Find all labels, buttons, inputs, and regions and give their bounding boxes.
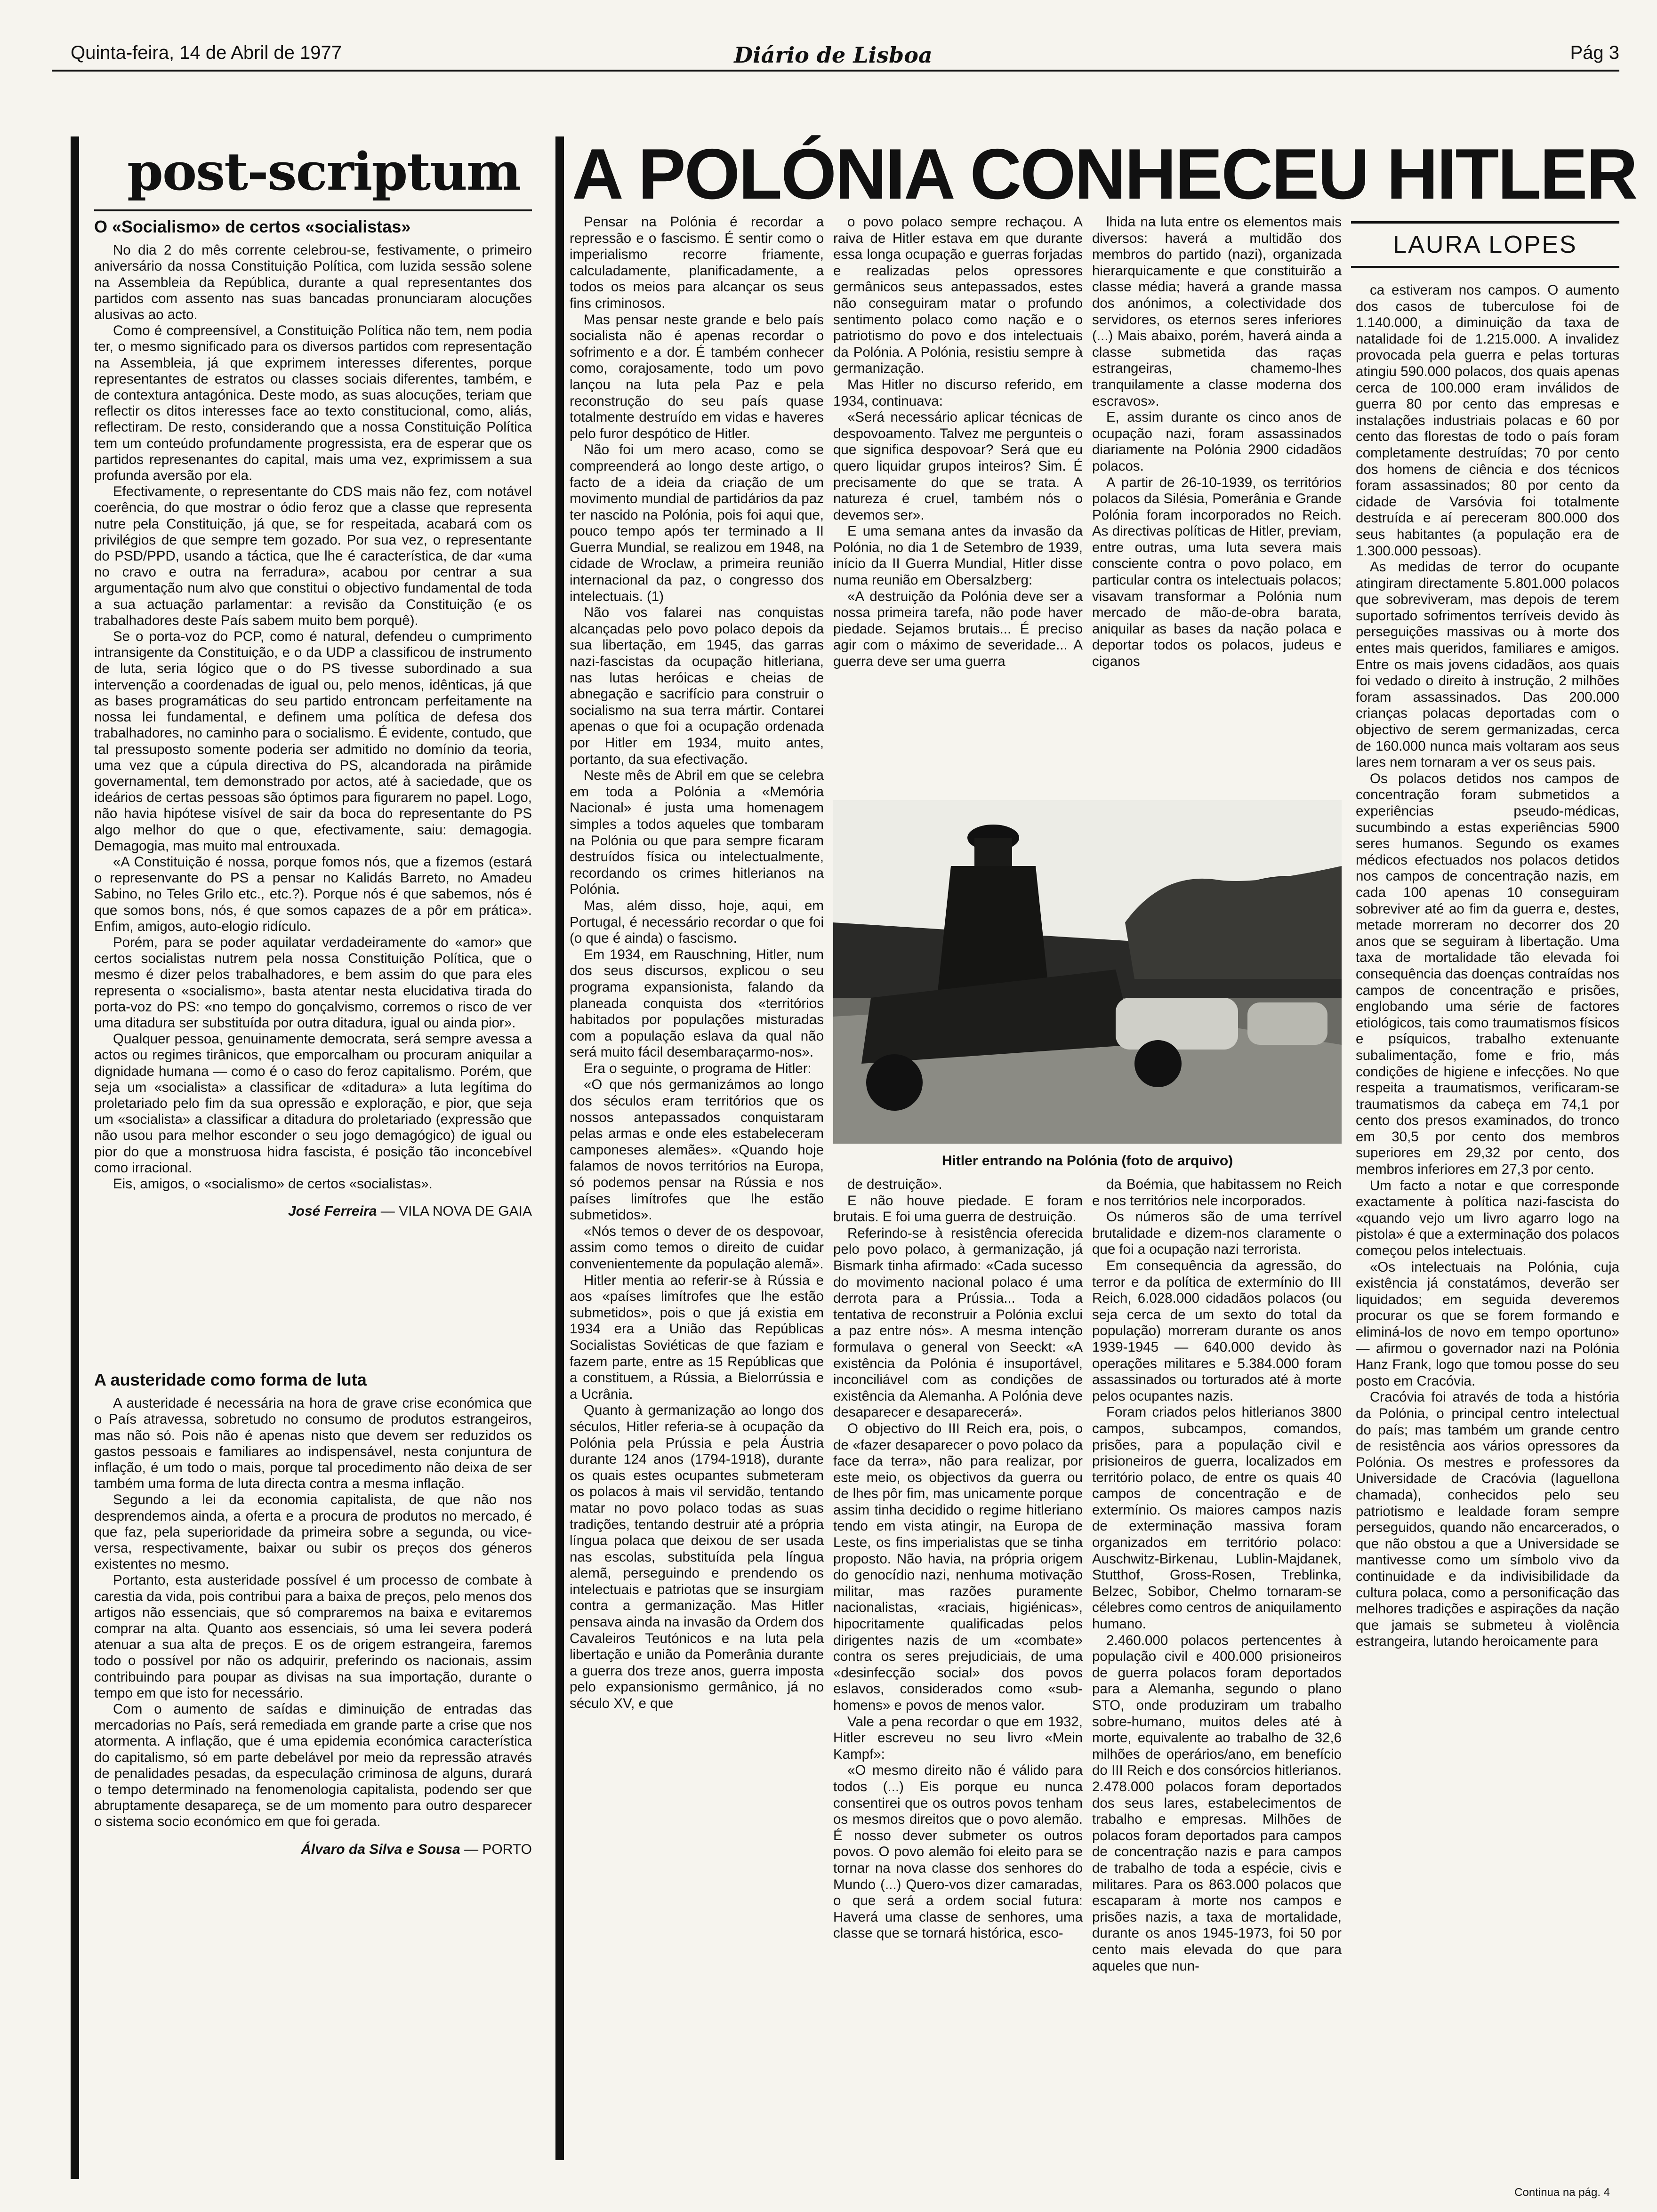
paragraph: A partir de 26-10-1939, os territórios polacos da Silésia, Pomerânia e Grande Polónia foram incorporados no Reich. As directivas políticas de Hitler, previam, entre outras, uma luta severa mais consciente contra o povo polaco, em particular contra os intelectuais polacos; visavam transformar a Polónia num mercado de mão-de-obra barata, aniquilar as bases da nação polaca e deportar todos os polacos, judeus e ciganos — [1092, 474, 1342, 670]
letter-socialismo — [94, 219, 532, 1219]
article-column-2-top — [833, 214, 1083, 670]
paragraph: Em consequência da agressão, do terror e da política de extermínio do III Reich, 6.028.000 cidadãos polacos (ou seja cerca de um sexto do total da população) morreram durante os anos 1939-1945 — 640.000 devido às operações militares e 5.384.000 foram assassinados ou torturados até à morte pelos ocupantes nazis. — [1092, 1258, 1342, 1404]
paragraph: Mas Hitler no discurso referido, em 1934, continuava: — [833, 377, 1083, 409]
paragraph: Não vos falarei nas conquistas alcançadas pelo povo polaco depois da sua libertação, em 1945, das garras nazi-fascistas da ocupação hitleriana, nas lutas heróicas e cheias de abnegação e sacrifício para construir o socialismo na sua terra mártir. Contarei apenas o que foi a ocupação ordenada por Hitler em 1934, muito antes, portanto, da sua efectivação. — [570, 605, 824, 767]
paragraph: Quanto à germanização ao longo dos séculos, Hitler referia-se à ocupação da Polónia pela Prússia e pela Áustria durante 124 anos (1794-1918), durante os quais estes ocupantes submeteram os polacos à mais vil servidão, tentando matar no povo polaco todas as suas tradições, tentando destruir até a própria língua polaca que deixou de ser usada nas escolas, substituída pela língua alemã, perseguindo e prendendo os intelectuais e patriotas que se insurgiam contra a germanização. Mas Hitler pensava ainda na invasão da Ordem dos Cavaleiros Teutónicos e na luta pela libertação e união da Pomerânia durante a guerra dos treze anos, guerra imposta pelo expansionismo germânico, já no século XV, e que — [570, 1403, 824, 1712]
archive-photo — [833, 800, 1342, 1144]
paragraph: 2.460.000 polacos pertencentes à população civil e 400.000 prisioneiros de guerra polacos foram deportados para a Alemanha, segundo o plano STO, onde produziram um trabalho sobre-humano, muitos deles até à morte, equivalente ao trabalho de 32,6 milhões de operários/ano, em benefício do III Reich e dos consórcios hitlerianos. 2.478.000 polacos foram deportados dos seus lares, estabelecimentos de trabalho e empresas. Milhões de polacos foram deportados para campos de concentração nazis e para campos de trabalho de toda a espécie, civis e militares. Para os 863.000 polacos que escaparam à morte nos campos e prisões nazis, a taxa de mortalidade, durante os anos 1945-1973, foi 50 por cento mais elevada do que para aqueles que nun- — [1092, 1632, 1342, 1974]
letter-headline: O «Socialismo» de certos «socialistas» — [94, 217, 411, 236]
section-title: post-scriptum — [127, 141, 521, 202]
letter-signature: Álvaro da Silva e Sousa — PORTO — [301, 1841, 532, 1857]
paragraph: «A destruição da Polónia deve ser a nossa primeira tarefa, não pode haver piedade. Sejamos brutais... É preciso agir com o máximo de severidade... A guerra deve ser uma guerra — [833, 588, 1083, 670]
paragraph: Cracóvia foi através de toda a história da Polónia, o principal centro intelectual do país; mas também um grande centro de resistência aos vários opressores da Polónia. Os mestres e professores da Universidade de Cracóvia (Iaguellona chamada), conhecidos pelo seu patriotismo e lealdade foram sempre perseguidos, quando não encarcerados, o que não obstou a que a Universidade se mantivesse como um símbolo vivo da continuidade e da indivisibilidade da cultura polaca, como a personificação das melhores tradições e aspirações da nação que jamais se submeteu à violência estrangeira, lutando heroicamente para — [1356, 1389, 1619, 1650]
paragraph: Em 1934, em Rauschning, Hitler, num dos seus discursos, explicou o seu programa expansionista, falando da planeada conquista dos «territórios habitados por populações misturadas com a população eslava da qual não será muito fácil desembaraçarmo-nos». — [570, 946, 824, 1060]
section-rule — [94, 209, 532, 211]
paragraph: Portanto, esta austeridade possível é um processo de combate à carestia da vida, pois contribui para a baixa de preços, pelo menos dos artigos não essenciais, que só compraremos na baixa e evitaremos comprar na alta. Quanto aos essenciais, só uma lei severa poderá atenuar a sua alta de preços. E os de origem estrangeira, faremos todo o possível por não os adquirir, preferindo os nacionais, assim contribuindo para poupar as divisas na sua importação, durante o tempo em que isto for necessário. — [94, 1572, 532, 1701]
paragraph: «Será necessário aplicar técnicas de despovoamento. Talvez me pergunteis o que significa despovoar? Será que eu quero liquidar grupos inteiros? Sim. É precisamente do que se trata. A natureza é cruel, também nós o devemos ser». — [833, 409, 1083, 523]
paragraph: Era o seguinte, o programa de Hitler: — [584, 1060, 812, 1076]
paragraph: Efectivamente, o representante do CDS mais não fez, com notável coerência, do que mostrar o ódio feroz que a classe que representa nutre pela Constituição, já que, se for respeitada, acabará com os privilégios de que sempre tem gozado. Por sua vez, o representante do PSD/PPD, usando a táctica, que lhe é característica, de dar «uma no cravo e outra na ferradura», acabou por centrar a sua argumentação num alvo que constitui o objectivo fundamental de toda a sua actuação parlamentar: a revisão da Constituição (e os trabalhadores deste País sabem muito bem porquê). — [94, 484, 532, 628]
issue-date: Quinta-feira, 14 de Abril de 1977 — [71, 42, 342, 63]
paragraph: «Os intelectuais na Polónia, cuja existência já constatámos, deverão ser liquidados; em seguida deveremos procurar os que se forem formando e eliminá-los de novo em tempo oportuno» — afirmou o governador nazi na Polónia Hanz Frank, logo que tomou posse do seu posto em Cracóvia. — [1356, 1259, 1619, 1389]
paragraph: Referindo-se à resistência oferecida pelo povo polaco, à germanização, já Bismark tinha afirmado: «Cada sucesso do movimento nacional polaco é uma derrota para a Prússia... Toda a tentativa de reconstruir a Polónia exclui a paz entre nós». A mesma intenção formulava o general von Seeckt: «A existência da Polónia é insuportável, inconciliável com as condições de existência da Alemanha. A Polónia deve desaparecer e desaparecerá». — [833, 1225, 1083, 1420]
paragraph: da Boémia, que habitassem no Reich e nos territórios nele incorporados. — [1092, 1177, 1342, 1209]
paragraph: No dia 2 do mês corrente celebrou-se, festivamente, o primeiro aniversário da nossa Constituição Política, com luzida sessão solene na Assembleia da República, durante a qual representantes dos partidos com assento nas suas bancadas pronunciaram alocuções alusivas ao acto. — [94, 242, 532, 323]
photo-hitler-car-icon — [833, 800, 1342, 1144]
paragraph: «Nós temos o dever de os despovoar, assim como temos o direito de cuidar convenientemente da população alemã». — [570, 1223, 824, 1272]
paragraph: Vale a pena recordar o que em 1932, Hitler escreveu no seu livro «Mein Kampf»: — [833, 1714, 1083, 1762]
page-number: Pág 3 — [1570, 42, 1619, 63]
paragraph: lhida na luta entre os elementos mais diversos: haverá a multidão dos membros do partido (nazi), organizada hierarquicamente e que constituirão a classe média; haverá a grande massa dos anónimos, a colectividade dos servidores, os eternos seres inferiores (...) Mais abaixo, porém, haverá ainda a classe submetida das raças estrangeiras, chamemo-lhes tranquilamente a classe moderna dos escravos». — [1092, 214, 1342, 409]
paragraph: o povo polaco sempre rechaçou. A raiva de Hitler estava em que durante essa longa ocupação e guerras forjadas e realizadas pelos opressores germânicos seus antepassados, estes não conseguiram matar o profundo sentimento polaco como nação e o patriotismo do povo e dos intelectuais da Polónia. A Polónia, resistiu sempre à germanização. — [833, 214, 1083, 377]
paragraph: Um facto a notar e que corresponde exactamente à política nazi-fascista do «quando vejo um livro agarro logo na pistola» é que a exterminação dos polacos começou pelos intelectuais. — [1356, 1178, 1619, 1259]
article-column-3-bottom — [1092, 1177, 1342, 1974]
article-byline: LAURA LOPES — [1351, 221, 1619, 268]
paragraph: A austeridade é necessária na hora de grave crise económica que o País atravessa, sobretudo no consumo de produtos estrangeiros, mas não só. Pois não é apenas nisto que devem ser reduzidos os gastos pessoais e familiares ao indispensável, nesta conjuntura de inflação, é um todo o mais, porque tal procedimento não deixa de ser também uma forma de luta directa contra a mesma inflação. — [94, 1395, 532, 1492]
masthead-rule — [52, 70, 1619, 72]
letter-headline: A austeridade como forma de luta — [94, 1370, 367, 1389]
article-bar — [555, 136, 564, 2160]
paragraph: de destruição». — [847, 1177, 942, 1192]
paragraph: Hitler mentia ao referir-se à Rússia e aos «países limítrofes que lhe estão submetidos», pois o que já existia em 1934 era a União das Repúblicas Socialistas Soviéticas de que faziam e fazem parte, entre as 15 Repúblicas que a constituem, a Rússia, a Bielorrússia e a Ucrânia. — [570, 1272, 824, 1402]
paragraph: Mas pensar neste grande e belo país socialista não é apenas recordar o sofrimento e a dor. É também conhecer como, corajosamente, todo um povo lançou na luta pela Paz e pela reconstrução do seu país quase totalmente destruído em vidas e haveres pelo furor despótico de Hitler. — [570, 312, 824, 441]
paragraph: Não foi um mero acaso, como se compreenderá ao longo deste artigo, o facto de a ideia da criação de um movimento mundial de partidários da paz ter nascido na Polónia, pois foi aqui que, pouco tempo após ter terminado a II Guerra Mundial, se realizou em 1948, na cidade de Wroclaw, a primeira reunião internacional da paz, o congresso dos intelectuais. (1) — [570, 442, 824, 604]
article-column-2-bottom — [833, 1177, 1083, 1942]
paragraph: Qualquer pessoa, genuinamente democrata, será sempre avessa a actos ou regimes tirânicos, que emporcalham ou procuram aniquilar a dignidade humana — como é o caso do feroz capitalismo. Porém, que seja um «socialista» a classificar de «ditadura» a luta legítima do proletariado pelo fim da sua opressão e exploração, e pior, que seja um «socialista» a classificar a ditadura do proletariado (expressão que não usou para melhor esconder o seu jogo demagógico) de igual ou pior do que a monstruosa hidra fascista, é posição tão inconcebível como irracional. — [94, 1031, 532, 1176]
paragraph: E uma semana antes da invasão da Polónia, no dia 1 de Setembro de 1939, início da II Guerra Mundial, Hitler disse numa reunião em Obersalzberg: — [833, 523, 1083, 588]
paragraph: Eis, amigos, o «socialismo» de certos «socialistas». — [113, 1176, 433, 1192]
paragraph: Mas, além disso, hoje, aqui, em Portugal, é necessário recordar o que foi (o que é ainda) o fascismo. — [570, 898, 824, 946]
continued-note: Continua na pág. 4 — [1514, 2186, 1610, 2199]
paragraph: E, assim durante os cinco anos de ocupação nazi, foram assassinados diariamente na Polónia 2900 cidadãos polacos. — [1092, 409, 1342, 474]
letter-body — [94, 1395, 532, 1830]
newspaper-name: Diário de Lisboa — [734, 42, 933, 68]
article-column-4 — [1356, 282, 1619, 1650]
paragraph: «A Constituição é nossa, porque fomos nós, que a fizemos (estará o represenvante do PS a pensar no Kalidás Barreto, no Amadeu Sabino, no Teles Grilo etc., etc.?). Porque nós é que sabemos, nós é que somos bons, nós, é que somos capazes de a pôr em prática». Enfim, amigos, auto-elogio ridículo. — [94, 854, 532, 934]
paragraph: Os números são de uma terrível brutalidade e dizem-nos claramente o que foi a ocupação nazi terrorista. — [1092, 1209, 1342, 1258]
letter-body — [94, 242, 532, 1192]
paragraph: E não houve piedade. E foram brutais. E foi uma guerra de destruição. — [833, 1193, 1083, 1225]
paragraph: Porém, para se poder aquilatar verdadeiramente do «amor» que certos socialistas nutrem pela nossa Constituição Política, que o mesmo é dizer pelos trabalhadores, e bem assim do que para eles representa o «socialismo», basta atentar nesta elucidativa tirada do porta-voz do PS: «no tempo do gonçalvismo, corremos o risco de ver uma ditadura ser substituída por outra ditadura, igual ou ainda pior». — [94, 934, 532, 1031]
paragraph: As medidas de terror do ocupante atingiram directamente 5.801.000 polacos que sobreviveram, mas depois de terem suportado sofrimentos terríveis devido às perseguições massivas ou à morte dos entes mais queridos, familiares e amigos. Entre os mais jovens cidadãos, aos quais foi vedado o direito à instrução, 2 milhões foram assassinados. Das 200.000 crianças polacas deportadas com o objectivo de serem germanizadas, cerca de 160.000 nunca mais voltaram aos seus lares nem tornaram a ver os seus pais. — [1356, 559, 1619, 770]
photo-caption: Hitler entrando na Polónia (foto de arquivo) — [941, 1153, 1233, 1169]
paragraph: «O mesmo direito não é válido para todos (...) Eis porque eu nunca consentirei que os outros povos tenham os mesmos direitos que o povo alemão. É nosso dever submeter os outros povos. O povo alemão foi eleito para se tornar na nova classe dos senhores do Mundo (...) Quero-vos dizer camaradas, o que será a ordem social futura: Haverá uma classe de senhores, uma classe que se tornará histórica, esco- — [833, 1763, 1083, 1941]
section-bar — [71, 136, 79, 2179]
article-column-3-top — [1092, 214, 1342, 670]
paragraph: Como é compreensível, a Constituição Política não tem, nem podia ter, o mesmo significado para os diversos partidos com representação na Assembleia, já que exprimem interesses diferentes, porque representantes de estratos ou classes sociais diferentes, também, e de contextura antagónica. Deste modo, as suas alocuções, teriam que reflectir os ditos interesses face ao texto constitucional, como, aliás, reflectiram. De resto, considerando que a nossa Constituição Política tem um conteúdo profundamente progressista, era de esperar que os partidos represenantes do capital, mais uma vez, exprimissem a sua profunda aversão por ela. — [94, 323, 532, 484]
paragraph: «O que nós germanizámos ao longo dos séculos eram territórios que os nossos antepassados conquistaram pelas armas e onde eles estabeleceram camponeses alemães». «Quando hoje falamos de novos territórios na Europa, só podemos pensar na Rússia e nos países limítrofes que lhe estão submetidos». — [570, 1077, 824, 1223]
paragraph: Neste mês de Abril em que se celebra em toda a Polónia a «Memória Nacional» é justa uma homenagem simples a todos aqueles que tombaram na Polónia ou que para sempre ficaram destruídos física ou intelectualmente, recordando os crimes hitlerianos na Polónia. — [570, 768, 824, 898]
letter-austeridade — [94, 1372, 532, 1858]
paragraph: Se o porta-voz do PCP, como é natural, defendeu o cumprimento intransigente da Constituição, e o da UDP a classificou de instrumento de luta, seria lógico que o do PS tivesse subordinado a sua intervenção a coordenadas de igual ou, pelo menos, idênticas, já que as bases programáticas do seu partido entroncam perfeitamente na nossa lei fundamental, e definem uma política de defesa dos trabalhadores, no caminho para o socialismo. É evidente, contudo, que tal pressuposto somente poderia ser admitido no domínio da teoria, uma vez que a cúpula directiva do PS, alcandorada na pirâmide governamental, tem demonstrado por actos, até à saciedade, que os ideários de certas pessoas são óptimos para figurarem no papel. Logo, não havia hipótese visível de sair da boca do representante do PS algo melhor do que o que, efectivamente, saiu: demagogia. Demagogia, mas muito mal entrouxada. — [94, 629, 532, 854]
article-column-1 — [570, 214, 824, 1712]
paragraph: ca estiveram nos campos. O aumento dos casos de tuberculose foi de 1.140.000, a diminuição da taxa de natalidade foi de 1.215.000. A invalidez provocada pela guerra e pelas torturas atingiu 590.000 polacos, dos quais apenas cerca de 100.000 eram inválidos de guerra 80 por cento das empresas e instalações industriais polacas e 60 por cento das florestas de todo o país foram completamente destruídas; 70 por cento dos homens de ciência e dos técnicos foram assassinados; 80 por cento da cidade de Varsóvia foi totalmente destruída e aí pereceram 800.000 dos seus habitantes (a população era de 1.300.000 pessoas). — [1356, 282, 1619, 559]
paragraph: Segundo a lei da economia capitalista, de que não nos desprendemos ainda, a oferta e a procura de produtos no mercado, é que faz, pela superioridade da primeira sobre a segunda, ou vice-versa, respectivamente, baixar ou subir os preços dos géneros existentes no mesmo. — [94, 1492, 532, 1572]
paragraph: O objectivo do III Reich era, pois, o de «fazer desaparecer o povo polaco da face da terra», não para realizar, por este meio, os objectivos da guerra ou de lhes pôr fim, mas unicamente porque assim tinha decidido o regime hitleriano tendo em vista atingir, na Europa de Leste, os fins imperialistas que se tinha proposto. Não havia, na própria origem do genocídio nazi, nenhuma motivação militar, mas razões puramente nacionalistas, «raciais, higiénicas», hipocritamente qualificadas pelos dirigentes nazis de um «combate» contra os seres prejudiciais, de uma «desinfecção social» dos povos eslavos, considerados como «sub-homens» e povos de menos valor. — [833, 1420, 1083, 1713]
paragraph: Foram criados pelos hitlerianos 3800 campos, subcampos, comandos, prisões, para a população civil e prisioneiros de guerra, localizados em território polaco, de entre os quais 40 campos de concentração e de extermínio. Os maiores campos nazis de exterminação massiva foram organizados em território polaco: Auschwitz-Birkenau, Lublin-Majdanek, Stutthof, Gross-Rosen, Treblinka, Belzec, Sobibor, Chelmo tornaram-se célebres como centros de aniquilamento humano. — [1092, 1404, 1342, 1632]
paragraph: Pensar na Polónia é recordar a repressão e o fascismo. É sentir como o imperialismo recorre friamente, calculadamente, planificadamente, a todos os meios para alcançar os seus fins criminosos. — [570, 214, 824, 311]
paragraph: Com o aumento de saídas e diminuição de entradas das mercadorias no País, será remediada em grande parte a crise que nos atormenta. A inflação, que é uma epidemia económica característica do capitalismo, só em parte debelável por meio da repressão através de penalidades pesadas, da especulação criminosa de alguns, durará o tempo determinado na fenomenologia capitalista, podendo ser que abruptamente desapareça, se de um momento para outro desparecer o sistema socio económico em que foi gerada. — [94, 1701, 532, 1830]
letter-signature: José Ferreira — VILA NOVA DE GAIA — [288, 1203, 532, 1219]
paragraph: Os polacos detidos nos campos de concentração foram submetidos a experiências pseudo-médicas, sucumbindo a estas experiências 5900 seres humanos. Segundo os exames médicos efectuados nos polacos detidos nos campos de concentração nazis, em cada 100 apenas 10 conseguiram sobreviver até ao fim da guerra e, destes, metade morreram no decorrer dos 20 anos que se seguiram à libertação. Uma taxa de mortalidade tão elevada foi consequência das doenças contraídas nos campos de concentração e prisões, englobando uma série de factores etiológicos, tais como traumatismos físicos e psíquicos, trabalho extenuante subalimentação, fome e frio, más condições de higiene e infecções. No que respeita a traumatismos, verificaram-se traumatismos da cabeça em 74,1 por cento dos presos examinados, do tronco em 30,5 por cento dos membros superiores em 29,32 por cento, dos membros inferiores em 27,3 por cento. — [1356, 770, 1619, 1178]
article-headline: A POLÓNIA CONHECEU HITLER — [572, 134, 1637, 214]
